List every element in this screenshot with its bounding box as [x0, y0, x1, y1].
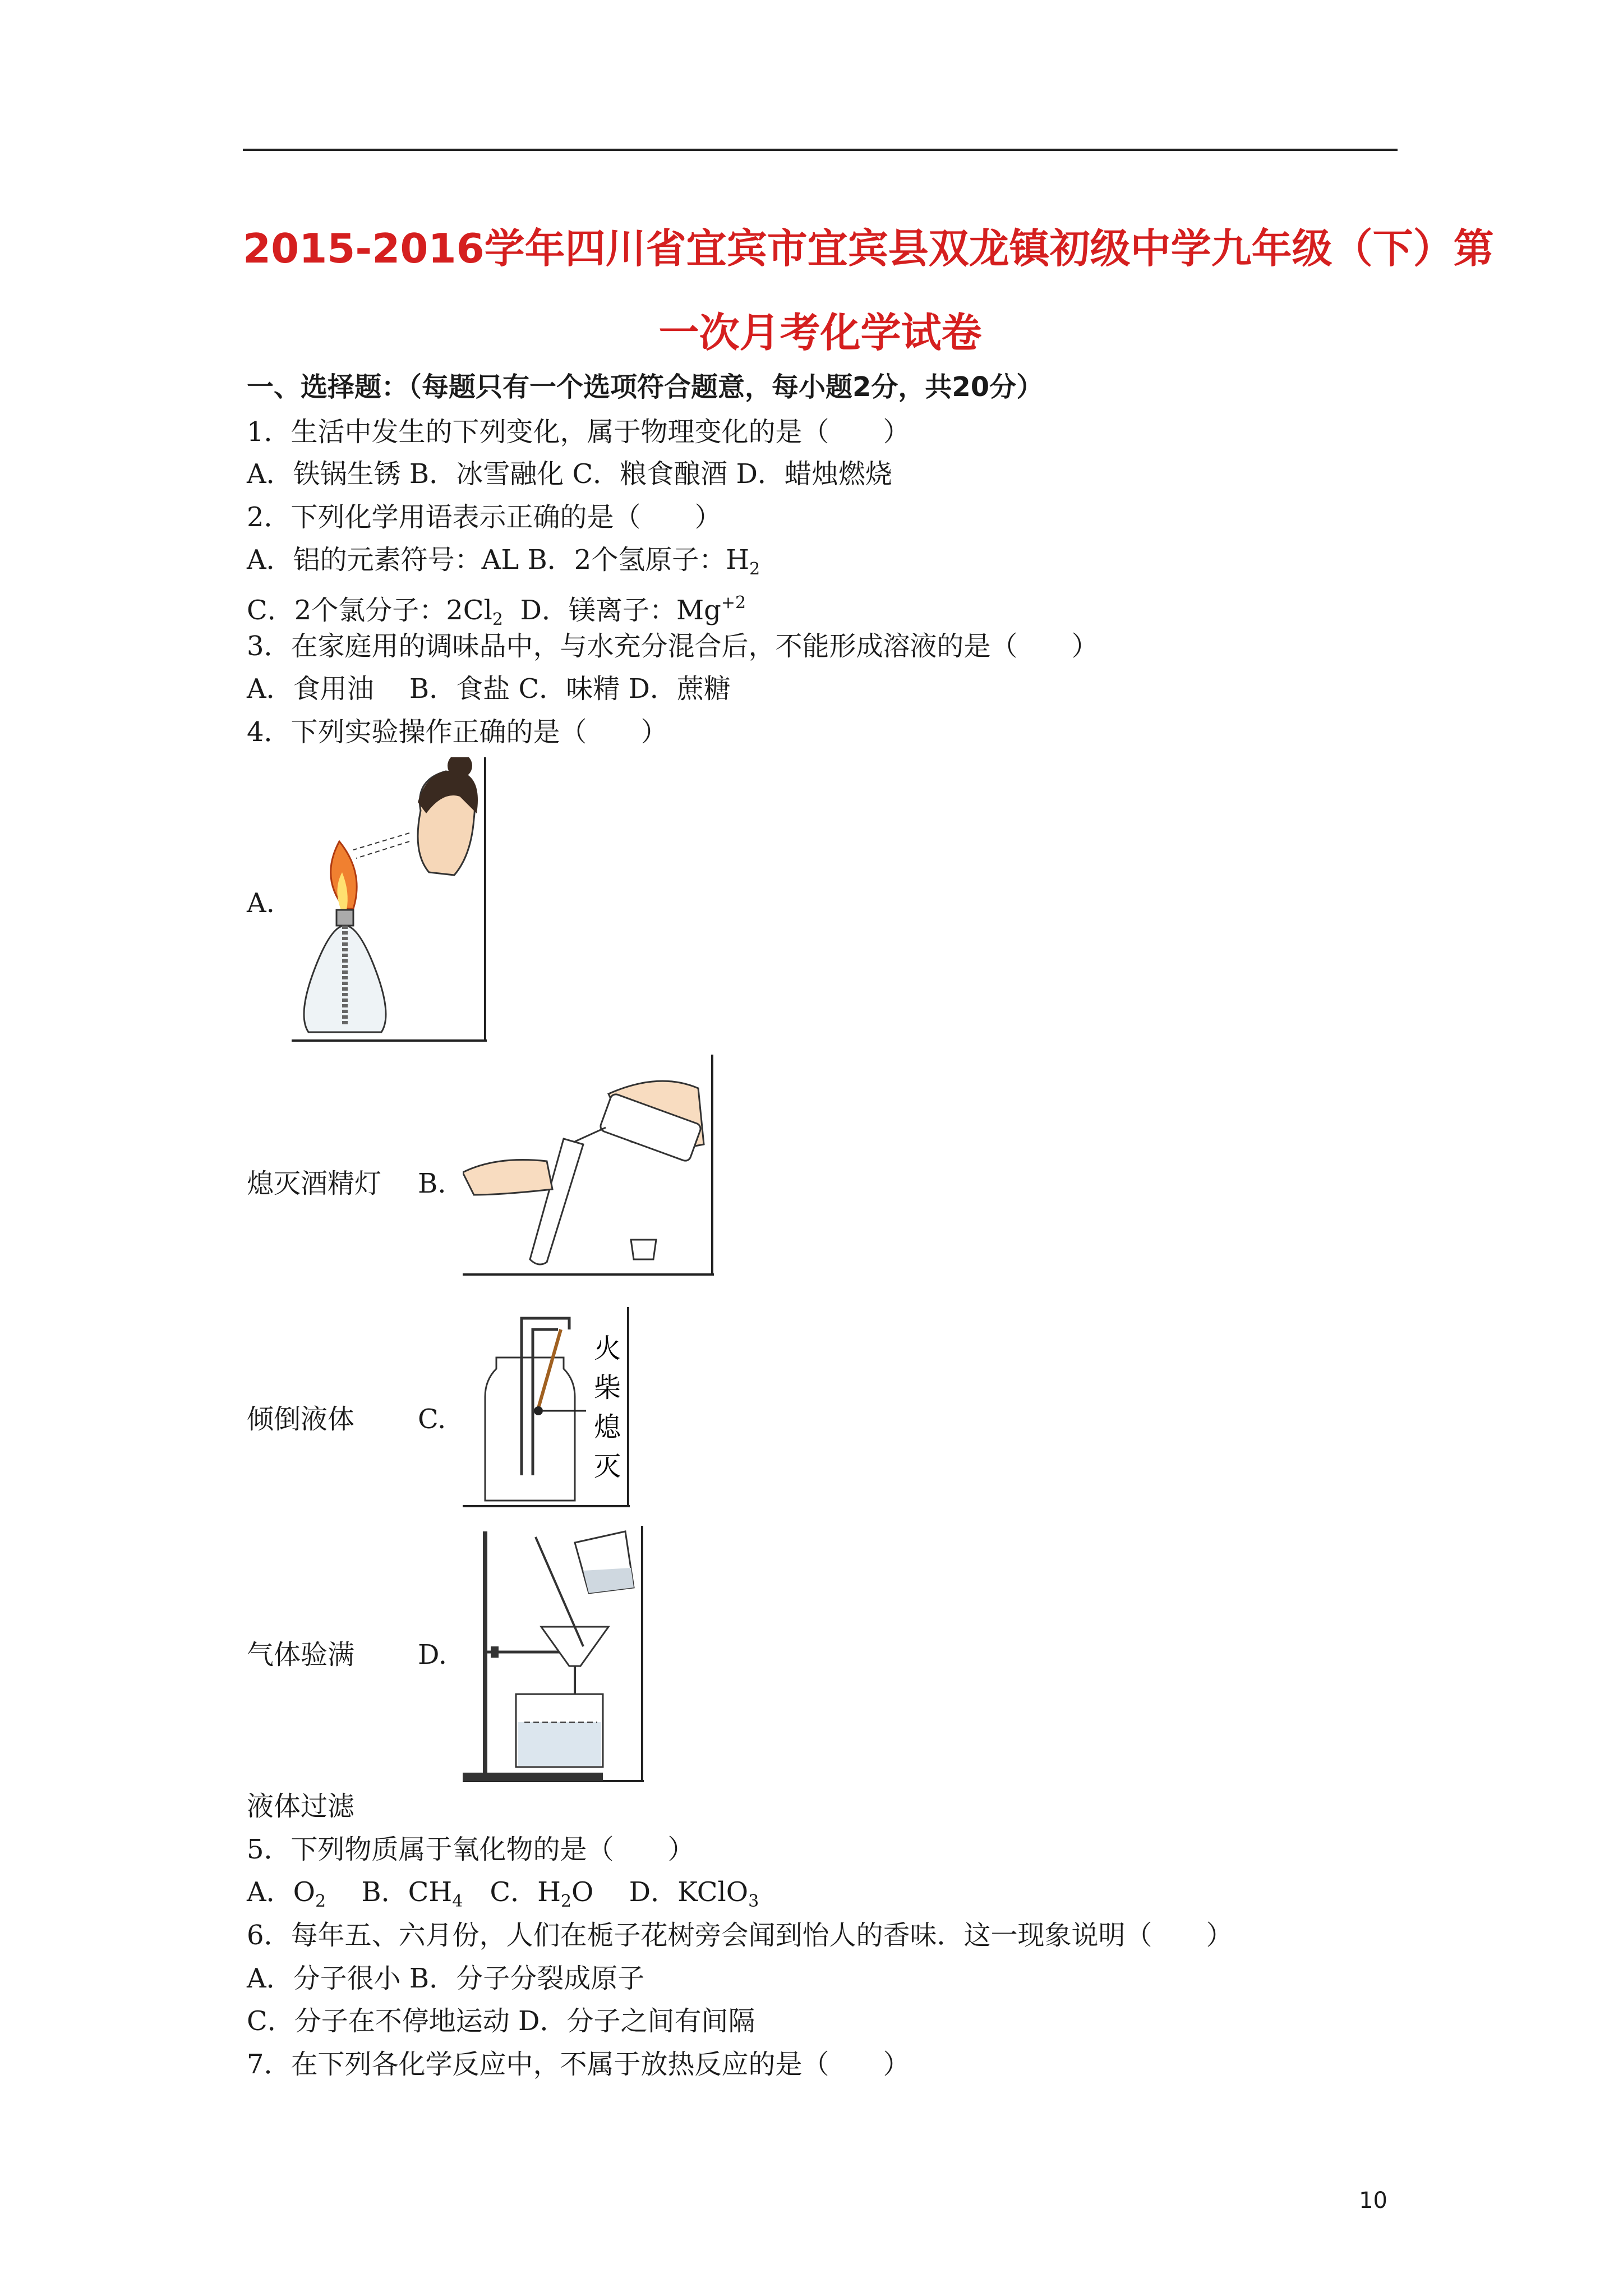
- q3-stem: 3．在家庭用的调味品中，与水充分混合后，不能形成溶液的是（ ）: [247, 631, 1099, 662]
- q2-options-cd: C．2个氯分子：$2Cl_2$ D．镁离子：$Mg^{+2}$: [247, 593, 746, 629]
- q4-label-b: B.: [418, 1168, 446, 1199]
- q2-stem: 2．下列化学用语表示正确的是（ ）: [247, 501, 722, 533]
- q6-options-2: C．分子在不停地运动 D．分子之间有间隔: [247, 2005, 755, 2037]
- q7-stem: 7．在下列各化学反应中，不属于放热反应的是（ ）: [247, 2049, 910, 2080]
- figure-label-char: 柴: [593, 1372, 621, 1404]
- q3-options: A．食用油 B．食盐 C．味精 D．蔗糖: [247, 673, 731, 705]
- figure-extinguish-alcohol-lamp: [292, 757, 488, 1043]
- q6-stem: 6．每年五、六月份，人们在栀子花树旁会闻到怡人的香味．这一现象说明（ ）: [247, 1920, 1233, 1951]
- figure-label-char: 熄: [593, 1411, 621, 1443]
- page-title-line1: 2015-2016学年四川省宜宾市宜宾县双龙镇初级中学九年级（下）第: [243, 225, 1494, 272]
- q1-options: A．铁锅生锈 B．冰雪融化 C．粮食酿酒 D．蜡烛燃烧: [247, 458, 892, 490]
- q4-caption-b: 倾倒液体: [247, 1404, 355, 1435]
- q1-stem: 1．生活中发生的下列变化，属于物理变化的是（ ）: [247, 416, 910, 448]
- header-rule: [243, 149, 1398, 151]
- figure-gas-check: [463, 1307, 631, 1509]
- q4-label-a: A.: [247, 887, 275, 919]
- figure-filtration: [463, 1526, 645, 1784]
- q4-caption-a: 熄灭酒精灯: [247, 1168, 382, 1199]
- page-title-line2: 一次月考化学试卷: [658, 309, 982, 356]
- q4-label-c: C.: [418, 1404, 446, 1435]
- figure-pour-liquid: [463, 1055, 715, 1276]
- figure-label-char: 火: [593, 1333, 621, 1364]
- q6-options-1: A．分子很小 B．分子分裂成原子: [247, 1963, 645, 1994]
- q5-options: A．$O_2$ B．$CH_4$ C．$H_2O$ D．KClO$_3$: [247, 1876, 759, 1911]
- page-number: 10: [1359, 2188, 1387, 2214]
- q4-caption-c: 气体验满: [247, 1639, 355, 1671]
- q4-caption-d: 液体过滤: [247, 1791, 355, 1822]
- q4-stem: 4．下列实验操作正确的是（ ）: [247, 716, 668, 748]
- q5-stem: 5．下列物质属于氧化物的是（ ）: [247, 1834, 695, 1865]
- section-heading: 一、选择题：（每题只有一个选项符合题意，每小题2分，共20分）: [247, 371, 1044, 403]
- figure-label-char: 灭: [593, 1451, 621, 1482]
- q2-options-ab: A．铝的元素符号：AL B．2个氢原子：$H_2$: [247, 544, 760, 579]
- q4-label-d: D.: [418, 1639, 448, 1671]
